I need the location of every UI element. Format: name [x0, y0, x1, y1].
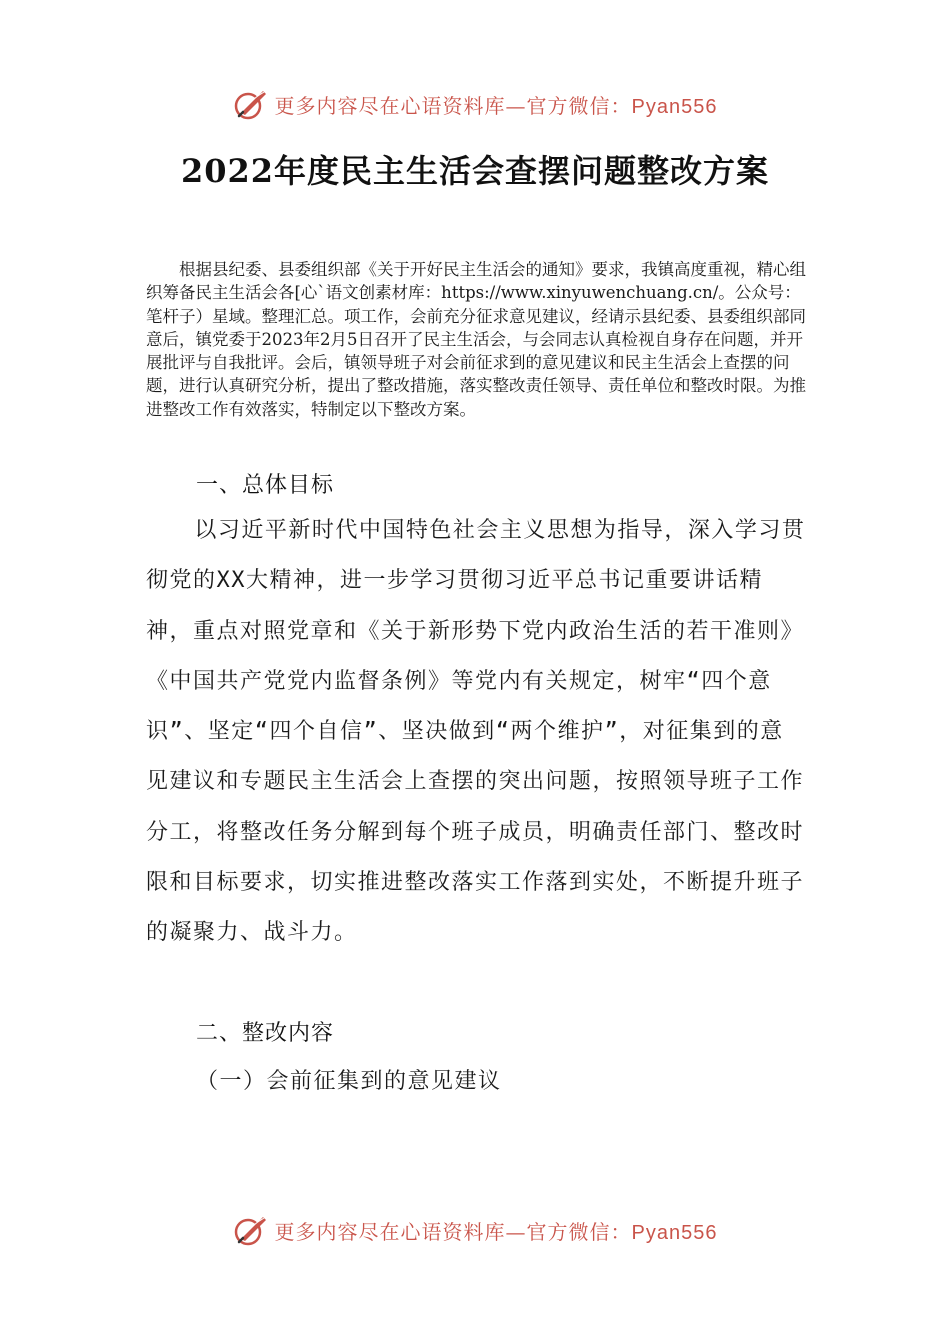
watermark-banner-bottom: [0, 1210, 950, 1250]
wechat-id: Pyan556: [631, 1221, 718, 1244]
intro-paragraph: 根据县纪委、县委组织部《关于开好民主生活会的通知》要求，我镇高度重视，精心组织筹备民主生活会各[心`语文创素材库：https://www.xinyuwenchuang.cn/。公众号：笔杆子）星域。整理汇总。项工作，会前充分征求意见建议，经请示县纪委、县委组织部同意后，镇党委于2023年2月5日召开了民主生活会，与会同志认真检视自身存在问题，并开展批评与自我批评。会后，镇领导班子对会前征求到的意见建议和民主生活会上查摆的问题，进行认真研究分析，提出了整改措施，落实整改责任领导、责任单位和整改时限。为推进整改工作有效落实，特制定以下整改方案。: [146, 260, 806, 419]
wechat-id: Pyan556: [631, 95, 718, 118]
page-title: 2022年度民主生活会查摆问题整改方案: [180, 152, 770, 190]
quill-pen-logo-icon: [233, 1212, 269, 1248]
quill-pen-logo-icon: [233, 86, 269, 122]
watermark-text: 更多内容尽在心语资料库—官方微信：Pyan556: [274, 93, 718, 118]
section-heading-overall-goal: 一、总体目标: [196, 473, 335, 498]
section-heading-rectification-content: 二、整改内容: [196, 1021, 335, 1046]
subsection-heading-pre-meeting-suggestions: （一）会前征集到的意见建议: [196, 1069, 502, 1094]
watermark-text: 更多内容尽在心语资料库—官方微信：Pyan556: [274, 1219, 718, 1244]
watermark-banner-top: [0, 84, 950, 124]
section-body-overall-goal: 以习近平新时代中国特色社会主义思想为指导，深入学习贯彻党的XX大精神，进一步学习贯彻习近平总书记重要讲话精神，重点对照党章和《关于新形势下党内政治生活的若干准则》《中国共产党党内监督条例》等党内有关规定，树牢“四个意识”、坚定“四个自信”、坚决做到“两个维护”，对征集到的意见建议和专题民主生活会上查摆的突出问题，按照领导班子工作分工，将整改任务分解到每个班子成员，明确责任部门、整改时限和目标要求，切实推进整改落实工作落到实处，不断提升班子的凝聚力、战斗力。: [146, 518, 806, 946]
